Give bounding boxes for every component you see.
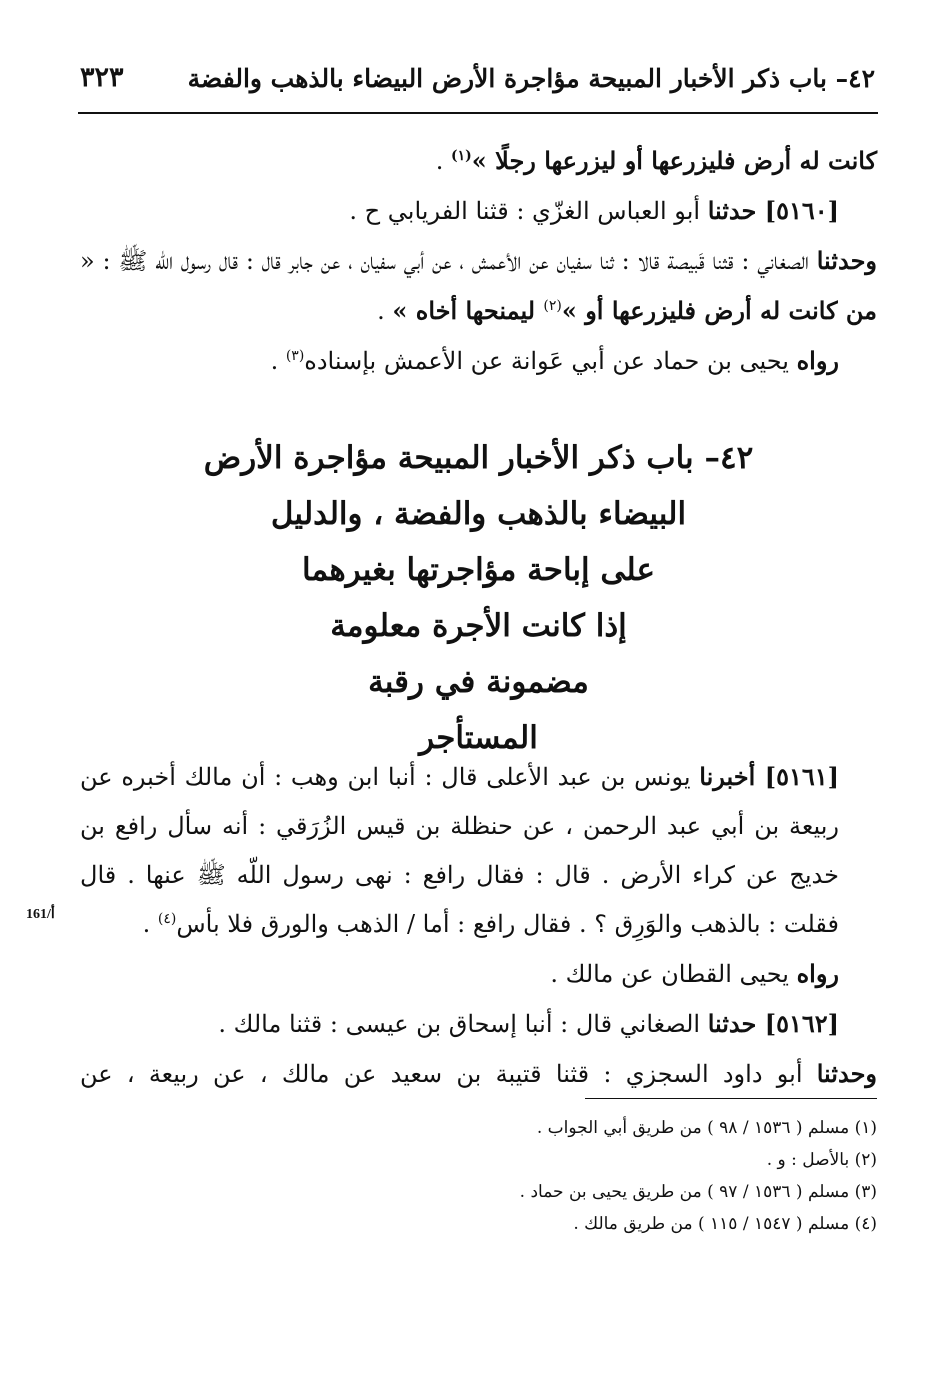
chapter-title-line: المستأجر	[419, 720, 538, 756]
chapter-title-line: على إباحة مؤاجرتها بغيرهما	[301, 552, 656, 588]
manuscript-folio-marker: 161/أ	[26, 907, 55, 922]
footnote-ref: (٤)	[157, 911, 177, 927]
running-head	[80, 58, 875, 108]
top-text-block	[80, 136, 877, 386]
paragraph-text: الصغاني قال : أنبا إسحاق بن عيسى : قثنا مالك .	[218, 1010, 708, 1038]
paragraph-text: يحيى القطان عن مالك .	[550, 960, 797, 988]
hadith-5161	[80, 752, 877, 949]
paragraph-tail: .	[270, 347, 286, 375]
prophetic-saying-end: ليمنحها أخاه »	[392, 296, 544, 325]
chapter-title-line: إذا كانت الأجرة معلومة	[330, 608, 627, 644]
narration-note	[80, 949, 877, 999]
page-number: ٣٢٣	[80, 62, 124, 93]
paragraph-text: الصغاني : قثنا قَبيصة قالا : ثنا سفيان عن الأعمش ، عن أبي سفيان ، عن جابر قال : قال رسول اللّه ﷺ : «	[80, 247, 817, 275]
footnote: (٢) بالأصل : و .	[766, 1150, 877, 1170]
paragraph-tail: .	[435, 147, 452, 175]
paragraph-tail: .	[377, 297, 393, 325]
paragraph-text: كانت له أرض فليزرعها أو ليزرعها رجلًا »	[471, 146, 877, 175]
running-title: ٤٢– باب ذكر الأخبار المبيحة مؤاجرة الأرض البيضاء بالذهب والفضة	[187, 64, 875, 93]
bottom-text-block	[80, 752, 877, 1099]
footnote-rule	[585, 1098, 877, 1099]
hadith-5162-chain	[80, 1049, 877, 1099]
hadith-5160-chain	[80, 236, 877, 336]
hadith-lead: [٥١٦٢] حدثنا	[707, 1009, 839, 1038]
paragraph-text: يحيى بن حماد عن أبي عَوانة عن الأعمش بإسناده	[304, 347, 797, 375]
hadith-lead: [٥١٦١] أخبرنا	[699, 762, 839, 791]
paragraph-continuation	[80, 136, 877, 186]
hadith-5162	[80, 999, 877, 1049]
hadith-lead: رواه	[796, 959, 839, 988]
hadith-lead: وحدثنا	[816, 246, 877, 275]
footnotes	[80, 1112, 877, 1240]
hadith-lead: رواه	[796, 346, 839, 375]
hadith-lead: وحدثنا	[816, 1059, 877, 1088]
chapter-title-line: ٤٢– باب ذكر الأخبار المبيحة مؤاجرة الأرض	[203, 440, 754, 476]
footnote-ref: (١)	[451, 148, 472, 164]
paragraph-tail: .	[142, 910, 158, 938]
paragraph-text: أبو العباس الغزّي : قثنا الفريابي ح .	[349, 197, 708, 225]
prophetic-saying: من كانت له أرض فليزرعها أو »	[561, 296, 877, 325]
paragraph-text: يونس بن عبد الأعلى قال : أنبا ابن وهب : أن مالك أخبره عن ربيعة بن أبي عبد الرحمن ، عن حنظلة بن قيس الزُرَقي : أنه سأل رافع بن خديج عن كراء الأرض . قال : فقال رافع : نهى رسول اللّه ﷺ عنها . قال فقلت : بالذهب والوَرِق ؟ . فقال رافع : أما / الذهب والورق فلا بأس	[80, 763, 839, 938]
narration-note	[80, 336, 877, 386]
footnote-ref: (٢)	[543, 298, 562, 314]
footnote: (١) مسلم ( ١٥٣٦ / ٩٨ ) من طريق أبي الجواب .	[536, 1118, 877, 1138]
chapter-title	[80, 430, 877, 766]
footnote: (٣) مسلم ( ١٥٣٦ / ٩٧ ) من طريق يحيى بن حماد .	[519, 1182, 877, 1202]
hadith-5160	[80, 186, 877, 236]
footnote: (٤) مسلم ( ١٥٤٧ / ١١٥ ) من طريق مالك .	[573, 1214, 877, 1234]
paragraph-text: أبو داود السجزي : قثنا قتيبة بن سعيد عن مالك ، عن ربيعة ، عن	[80, 1060, 817, 1088]
footnote-ref: (٣)	[285, 348, 305, 364]
chapter-title-line: مضمونة في رقبة	[368, 664, 589, 700]
chapter-title-line: البيضاء بالذهب والفضة ، والدليل	[270, 496, 687, 532]
hadith-lead: [٥١٦٠] حدثنا	[707, 196, 839, 225]
header-rule	[78, 112, 878, 114]
